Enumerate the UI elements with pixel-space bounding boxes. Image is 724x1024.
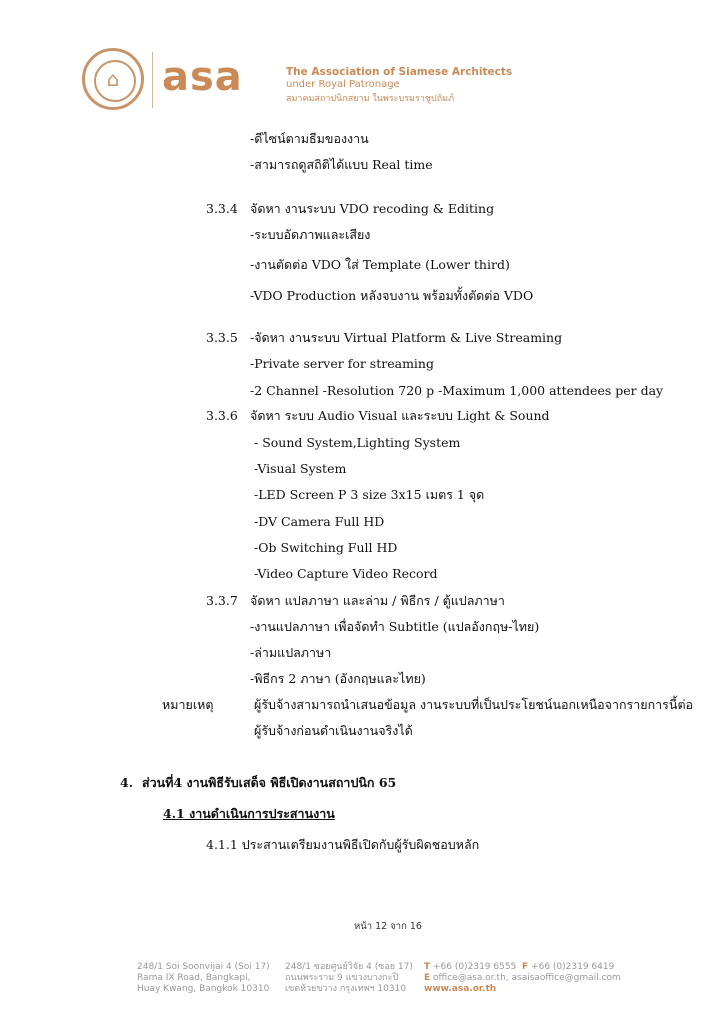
header-divider (152, 52, 153, 108)
section-number: 3.3.4 (206, 201, 238, 216)
body-line: -Visual System (254, 461, 347, 476)
footer-address-line: ถนนพระราม 9 แขวงบางกะปิ (285, 973, 399, 983)
note-text: ผู้รับจ้างก่อนดำเนินงานจริงได้ (254, 723, 413, 738)
body-line: -Private server for streaming (250, 356, 434, 371)
section-4-number: 4. (120, 775, 134, 790)
body-line: -Video Capture Video Record (254, 566, 438, 581)
body-line: -LED Screen P 3 size 3x15 เมตร 1 จุด (254, 487, 485, 502)
body-line: -ดีไซน์ตามธีมของงาน (250, 131, 369, 146)
email-label: E (424, 973, 431, 983)
body-line: -2 Channel -Resolution 720 p -Maximum 1,000 attendees per day (250, 383, 664, 398)
phone-label: T (424, 962, 431, 972)
subsection-title: 4.1 งานดำเนินการประสานงาน (163, 806, 335, 821)
section-title: จัดหา งานระบบ VDO recoding & Editing (250, 201, 495, 216)
body-line: -พิธีกร 2 ภาษา (อังกฤษและไทย) (250, 671, 426, 686)
footer-address-line: Rama IX Road, Bangkapi, (137, 973, 251, 983)
body-line: -ล่ามแปลภาษา (250, 645, 332, 660)
page-number: หน้า 12 จาก 16 (354, 921, 422, 932)
footer-address-line: Huay Kwang, Bangkok 10310 (137, 984, 270, 994)
section-number: 3.3.6 (206, 408, 238, 423)
body-line: -สามารถดูสถิติได้แบบ Real time (250, 157, 433, 172)
fax-label: F (522, 962, 529, 972)
footer-address-line: เขตห้วยขวาง กรุงเทพฯ 10310 (285, 984, 407, 994)
section-4-title: ส่วนที่4 งานพิธีรับเสด็จ พิธีเปิดงานสถาปนิก 65 (142, 775, 397, 790)
footer-address-line: 248/1 Soi Soonvijai 4 (Soi 17) (137, 962, 270, 972)
footer-address-line: 248/1 ซอยศูนย์วิจัย 4 (ซอย 17) (285, 962, 413, 972)
body-line: -Ob Switching Full HD (254, 540, 398, 555)
section-number: 3.3.7 (206, 593, 238, 608)
org-name-th: สมาคมสถาปนิกสยาม ในพระบรมราชูปถัมภ์ (286, 94, 455, 104)
asa-seal-logo (82, 48, 144, 110)
asa-wordmark: asa (162, 54, 243, 100)
body-line: -ระบบอัดภาพและเสียง (250, 227, 371, 242)
footer-address-th (285, 962, 413, 995)
section-title: -จัดหา งานระบบ Virtual Platform & Live Streaming (250, 330, 563, 345)
org-name-en: The Association of Siamese Architects (286, 66, 513, 78)
body-line: -DV Camera Full HD (254, 514, 385, 529)
section-title: จัดหา ระบบ Audio Visual และระบบ Light & Sound (250, 408, 550, 423)
fax-number: +66 (0)2319 6419 (531, 962, 615, 972)
body-line: -งานตัดต่อ VDO ใส่ Template (Lower third) (250, 257, 510, 272)
note-label: หมายเหตุ (162, 697, 214, 712)
email-address: office@asa.or.th, asaisaoffice@gmail.com (433, 973, 621, 983)
note-text: ผู้รับจ้างสามารถนำเสนอข้อมูล งานระบบที่เป็นประโยชน์นอกเหนือจากรายการนี้ต่อ (254, 697, 694, 712)
body-line: 4.1.1 ประสานเตรียมงานพิธีเปิดกับผู้รับผิดชอบหลัก (206, 837, 480, 852)
footer-address-en (137, 962, 270, 995)
section-title: จัดหา แปลภาษา และล่าม / พิธีกร / ตู้แปลภาษา (250, 593, 505, 608)
phone-number: +66 (0)2319 6555 (433, 962, 517, 972)
section-number: 3.3.5 (206, 330, 238, 345)
body-line: -VDO Production หลังจบงาน พร้อมทั้งตัดต่อ VDO (250, 288, 534, 303)
body-line: - Sound System,Lighting System (254, 435, 461, 450)
footer-contact (424, 962, 621, 995)
body-line: -งานแปลภาษา เพื่อจัดทำ Subtitle (แปลอังกฤษ-ไทย) (250, 619, 540, 634)
website-link[interactable]: www.asa.or.th (424, 984, 497, 994)
org-sub-en: under Royal Patronage (286, 79, 400, 90)
